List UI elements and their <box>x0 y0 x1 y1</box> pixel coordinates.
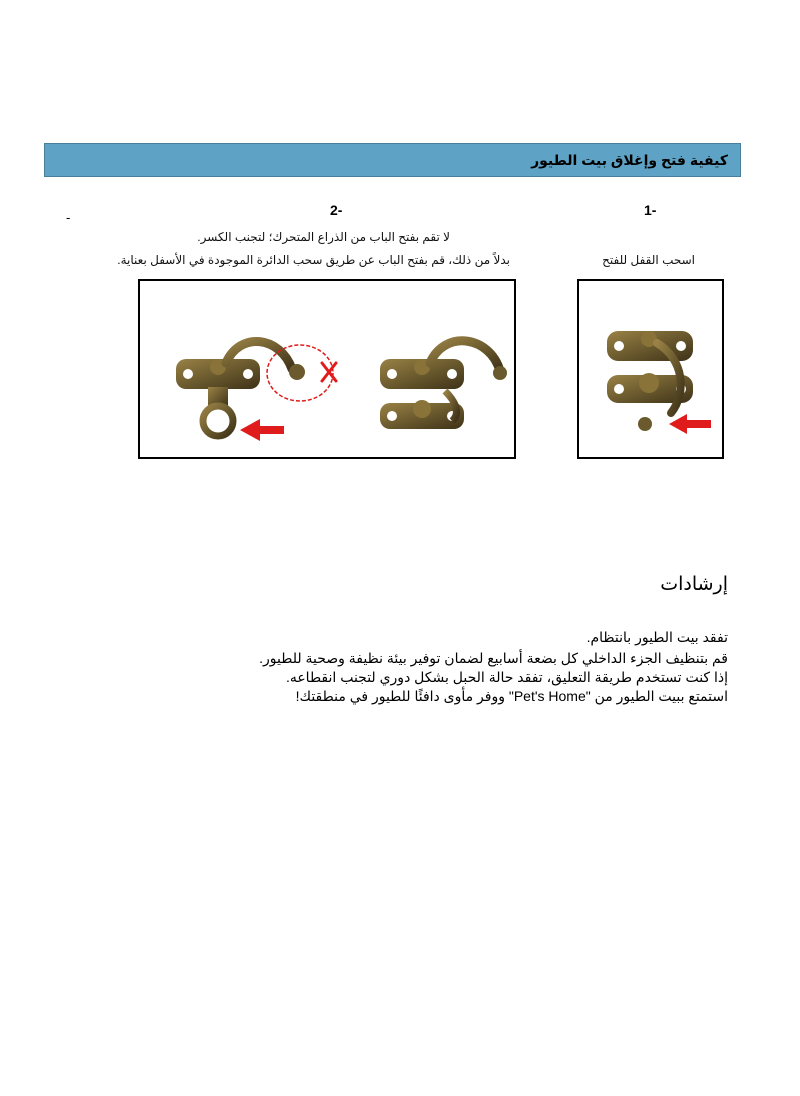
step-1-caption: اسحب القفل للفتح <box>602 253 695 267</box>
instruction-item: تفقد بيت الطيور بانتظام. <box>586 629 728 645</box>
step-2-number: 2- <box>330 202 343 218</box>
step-2-image <box>138 279 516 459</box>
instruction-item: استمتع ببيت الطيور من "Pet's Home" ووفر مأوى دافئًا للطيور في منطقتك! <box>295 688 728 704</box>
latch-pull-icon <box>579 281 722 457</box>
step-2-warning: لا تقم بفتح الباب من الذراع المتحرك؛ لتجنب الكسر. <box>197 230 450 244</box>
instructions-heading: إرشادات <box>660 574 728 595</box>
step-2-instruction: بدلاً من ذلك، قم بفتح الباب عن طريق سحب الدائرة الموجودة في الأسفل بعناية. <box>117 253 510 267</box>
open-latch-illustration <box>176 341 336 441</box>
section-title-bar <box>44 143 741 177</box>
step-1-image <box>577 279 724 459</box>
closed-latch-illustration <box>380 341 507 429</box>
latch-correct-wrong-icon <box>140 281 514 457</box>
step-1-number: 1- <box>644 202 657 218</box>
side-mark: - <box>66 210 71 225</box>
page-title: كيفية فتح وإغلاق بيت الطيور <box>531 152 728 168</box>
instruction-item: إذا كنت تستخدم طريقة التعليق، تفقد حالة الحبل بشكل دوري لتجنب انقطاعه. <box>285 669 728 685</box>
instruction-item: قم بتنظيف الجزء الداخلي كل بضعة أسابيع لضمان توفير بيئة نظيفة وصحية للطيور. <box>259 650 728 666</box>
